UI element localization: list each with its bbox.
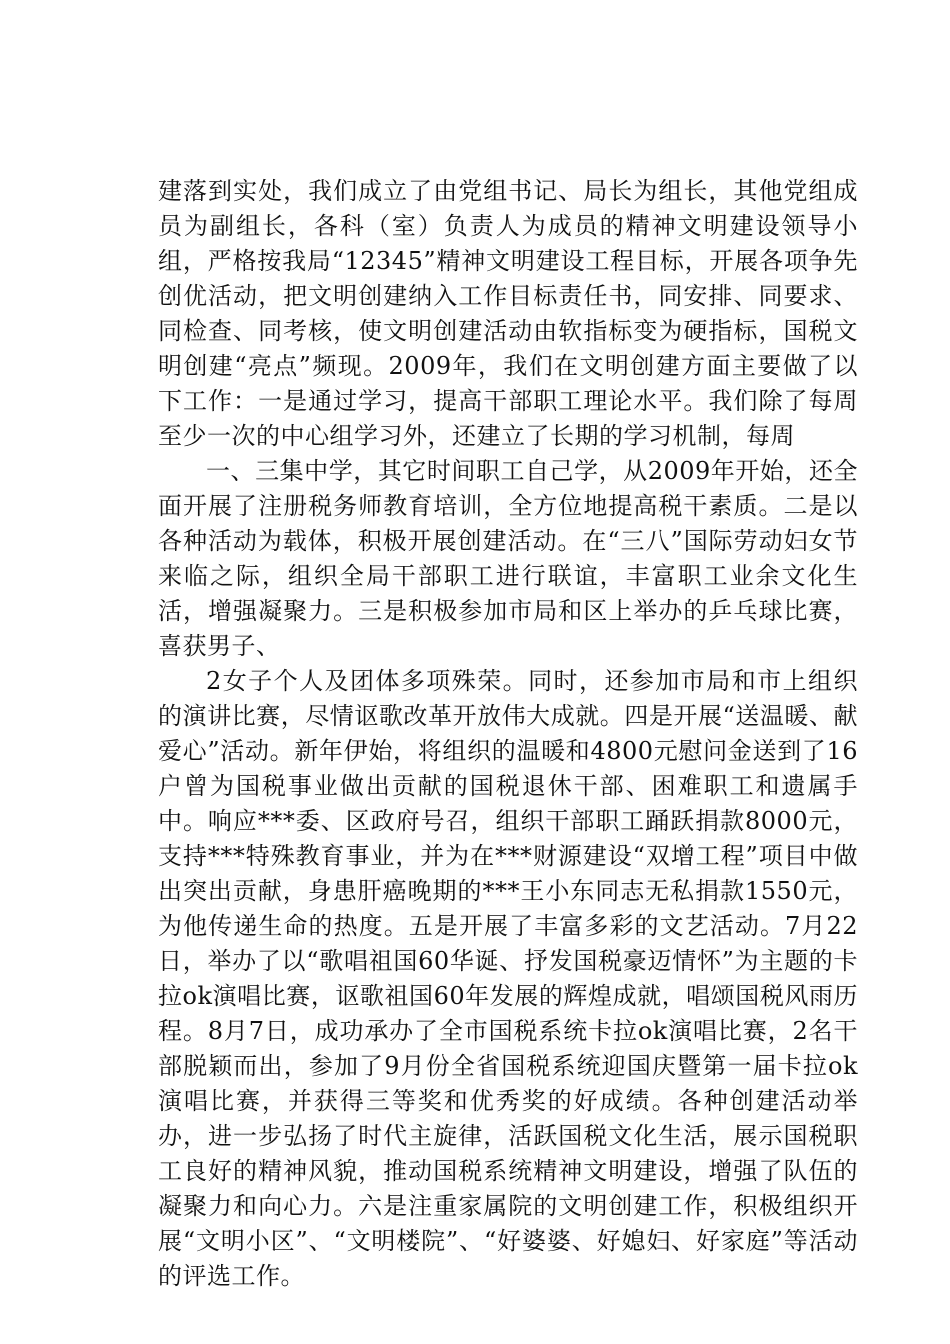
paragraph-2: 一、三集中学，其它时间职工自己学，从2009年开始，还全面开展了注册税务师教育培训，全方位地提高税干素质。二是以各种活动为载体，积极开展创建活动。在“三八”国际劳动妇女节来临之际，组织全局干部职工进行联谊，丰富职工业余文化生活，增强凝聚力。三是积极参加市局和区上举办的乒乓球比赛，喜获男子、 <box>158 457 858 660</box>
document-body <box>158 174 858 1294</box>
paragraph-3: 2女子个人及团体多项殊荣。同时，还参加市局和市上组织的演讲比赛，尽情讴歌改革开放伟大成就。四是开展“送温暖、献爱心”活动。新年伊始，将组织的温暖和4800元慰问金送到了16户曾为国税事业做出贡献的国税退休干部、困难职工和遗属手中。响应***委、区政府号召，组织干部职工踊跃捐款8000元，支持***特殊教育事业，并为在***财源建设“双增工程”项目中做出突出贡献，身患肝癌晚期的***王小东同志无私捐款1550元，为他传递生命的热度。五是开展了丰富多彩的文艺活动。7月22日，举办了以“歌唱祖国60华诞、抒发国税豪迈情怀”为主题的卡拉ok演唱比赛，讴歌祖国60年发展的辉煌成就，唱颂国税风雨历程。8月7日，成功承办了全市国税系统卡拉ok演唱比赛，2名干部脱颖而出，参加了9月份全省国税系统迎国庆暨第一届卡拉ok演唱比赛，并获得三等奖和优秀奖的好成绩。各种创建活动举办，进一步弘扬了时代主旋律，活跃国税文化生活，展示国税职工良好的精神风貌，推动国税系统精神文明建设，增强了队伍的凝聚力和向心力。六是注重家属院的文明创建工作，积极组织开展“文明小区”、“文明楼院”、“好婆婆、好媳妇、好家庭”等活动的评选工作。 <box>158 667 858 1290</box>
paragraph-1: 建落到实处，我们成立了由党组书记、局长为组长，其他党组成员为副组长，各科（室）负责人为成员的精神文明建设领导小组，严格按我局“12345”精神文明建设工程目标，开展各项争先创优活动，把文明创建纳入工作目标责任书，同安排、同要求、同检查、同考核，使文明创建活动由软指标变为硬指标，国税文明创建“亮点”频现。2009年，我们在文明创建方面主要做了以下工作：一是通过学习，提高干部职工理论水平。我们除了每周至少一次的中心组学习外，还建立了长期的学习机制，每周 <box>158 177 858 450</box>
